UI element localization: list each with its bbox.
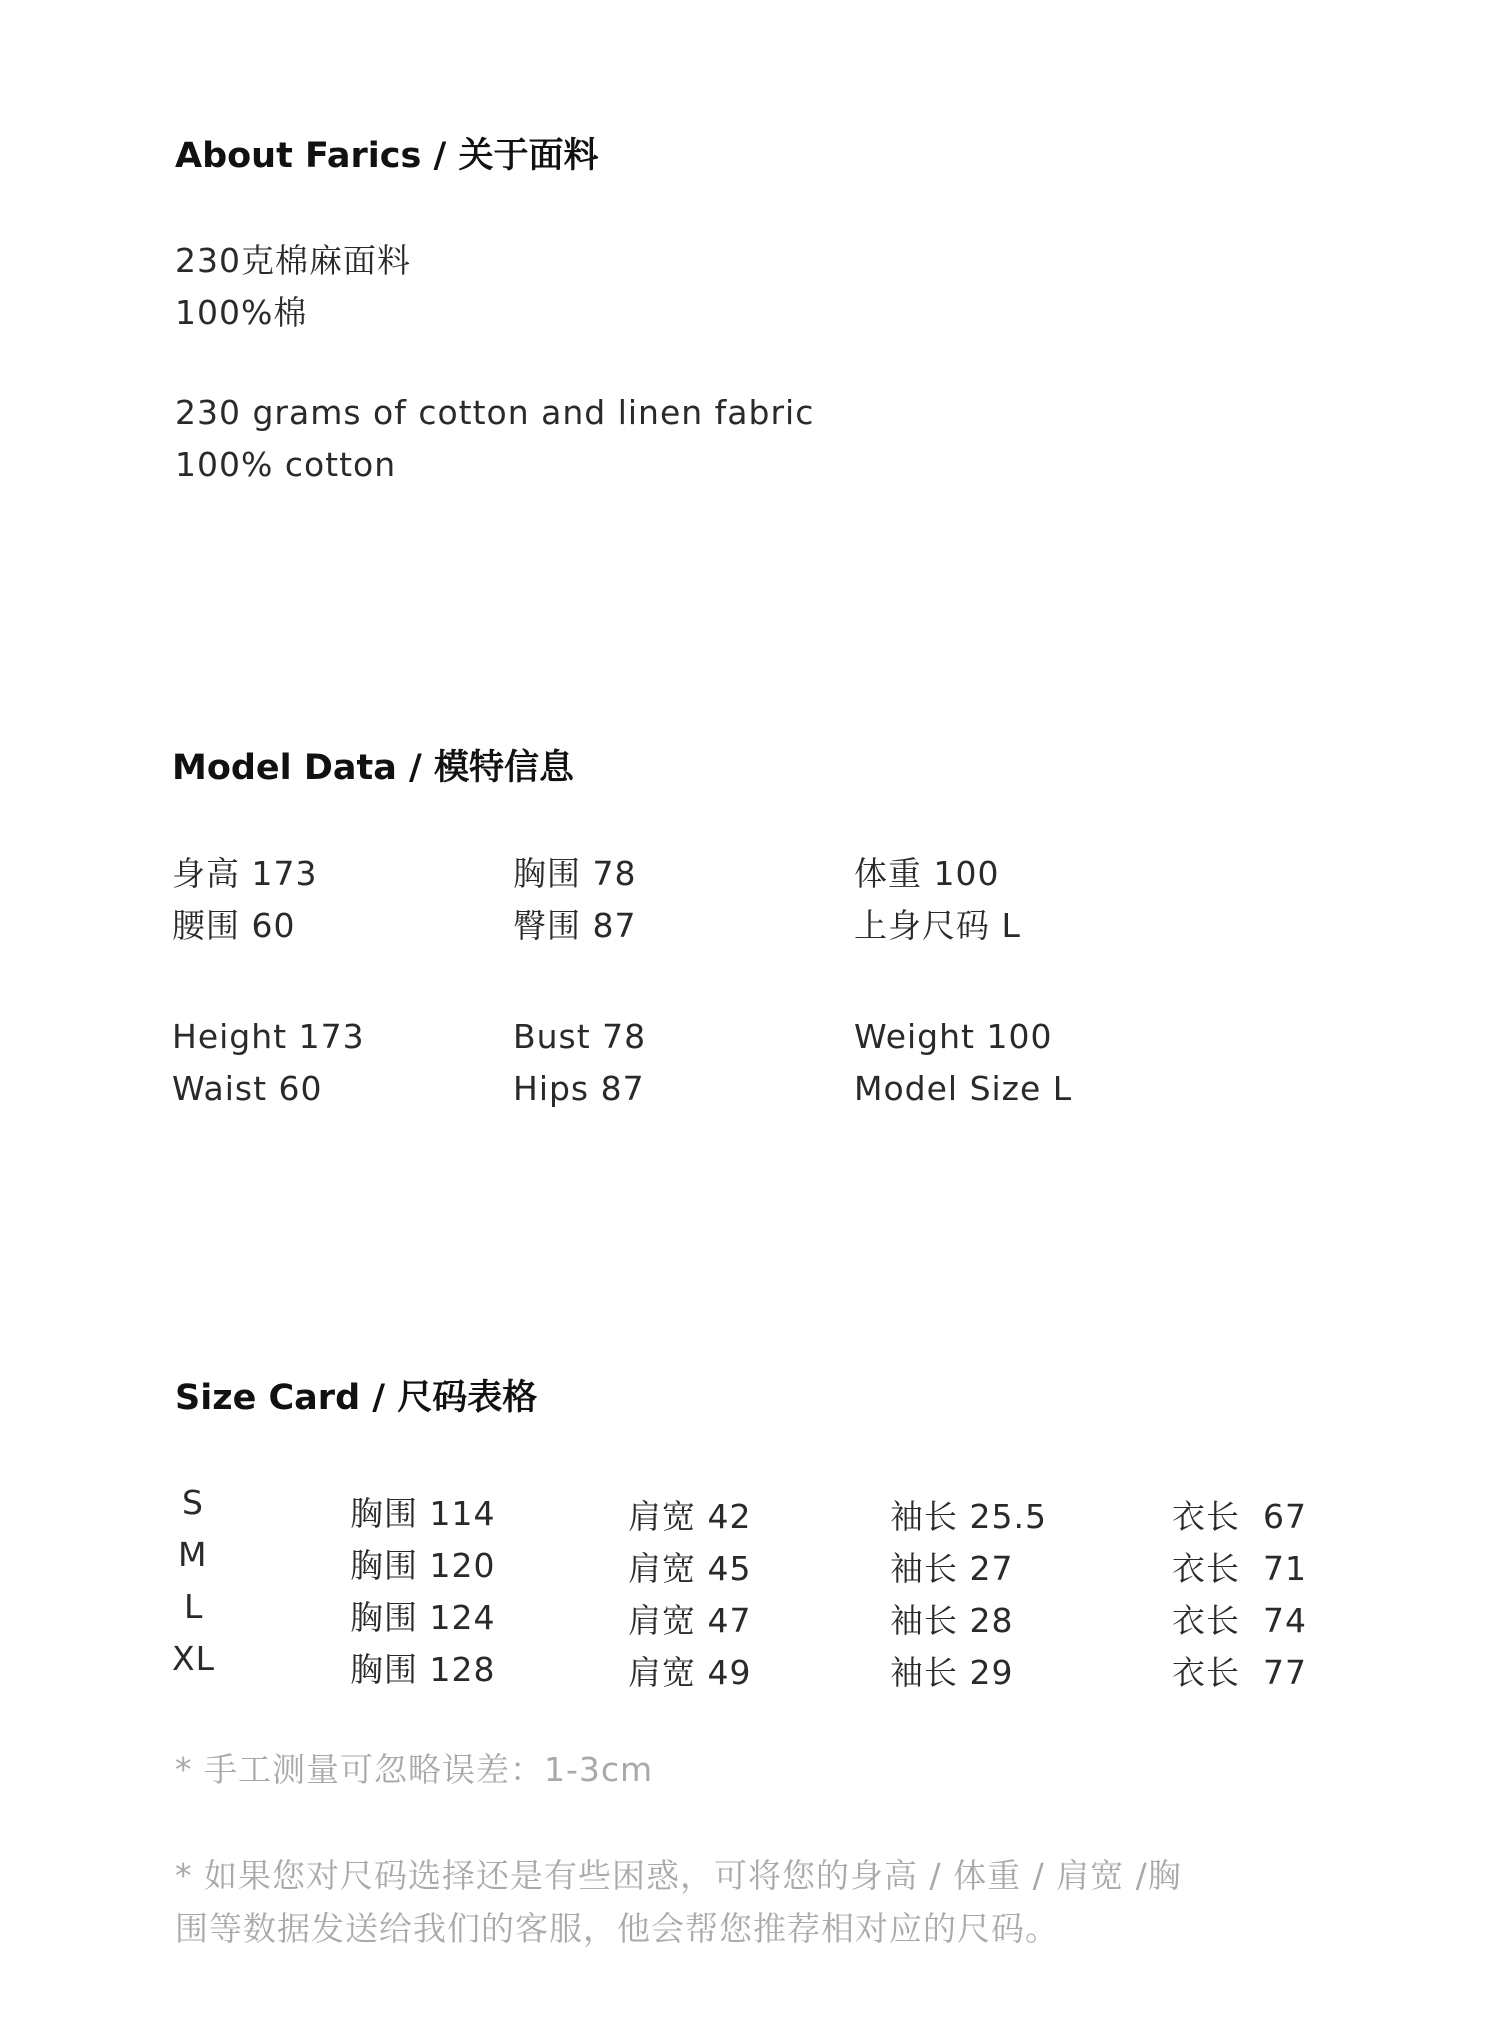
fabrics-heading: About Farics / 关于面料 [175, 136, 599, 176]
size-label: L [184, 1587, 204, 1626]
size-chest: 胸围 114 [350, 1494, 496, 1533]
size-length: 衣长 71 [1172, 1549, 1307, 1588]
fabric-en-line-1: 230 grams of cotton and linen fabric [175, 393, 815, 432]
model-zh-hips: 臀围 87 [513, 906, 637, 945]
size-sleeve: 袖长 28 [890, 1601, 1014, 1640]
model-zh-bust: 胸围 78 [513, 854, 637, 893]
size-card-heading: Size Card / 尺码表格 [175, 1378, 538, 1418]
model-heading: Model Data / 模特信息 [172, 748, 575, 788]
fabric-en-line-2: 100% cotton [175, 445, 397, 484]
size-sleeve: 袖长 25.5 [890, 1497, 1047, 1536]
size-chest: 胸围 120 [350, 1546, 496, 1585]
size-length: 衣长 74 [1172, 1601, 1307, 1640]
model-en-size: Model Size L [854, 1069, 1073, 1108]
size-label: M [178, 1535, 208, 1574]
size-shoulder: 肩宽 47 [628, 1601, 752, 1640]
size-shoulder: 肩宽 45 [628, 1549, 752, 1588]
size-sleeve: 袖长 27 [890, 1549, 1014, 1588]
measurement-note: * 手工测量可忽略误差：1-3cm [175, 1750, 654, 1789]
fabric-zh-line-1: 230克棉麻面料 [175, 241, 411, 280]
help-note-line-1: * 如果您对尺码选择还是有些困惑，可将您的身高 / 体重 / 肩宽 /胸 [175, 1856, 1182, 1895]
size-shoulder: 肩宽 49 [628, 1653, 752, 1692]
size-label: XL [172, 1639, 215, 1678]
model-zh-waist: 腰围 60 [172, 906, 296, 945]
size-label: S [182, 1483, 204, 1522]
size-sleeve: 袖长 29 [890, 1653, 1014, 1692]
model-en-height: Height 173 [172, 1017, 365, 1056]
model-en-hips: Hips 87 [513, 1069, 645, 1108]
model-zh-height: 身高 173 [172, 854, 318, 893]
model-en-weight: Weight 100 [854, 1017, 1053, 1056]
size-length: 衣长 67 [1172, 1497, 1307, 1536]
size-chest: 胸围 124 [350, 1598, 496, 1637]
model-zh-weight: 体重 100 [854, 854, 1000, 893]
size-chest: 胸围 128 [350, 1650, 496, 1689]
model-en-bust: Bust 78 [513, 1017, 647, 1056]
fabric-zh-line-2: 100%棉 [175, 293, 308, 332]
model-zh-size: 上身尺码 L [854, 906, 1021, 945]
size-length: 衣长 77 [1172, 1653, 1307, 1692]
help-note-line-2: 围等数据发送给我们的客服，他会帮您推荐相对应的尺码。 [175, 1909, 1059, 1948]
size-shoulder: 肩宽 42 [628, 1497, 752, 1536]
model-en-waist: Waist 60 [172, 1069, 323, 1108]
